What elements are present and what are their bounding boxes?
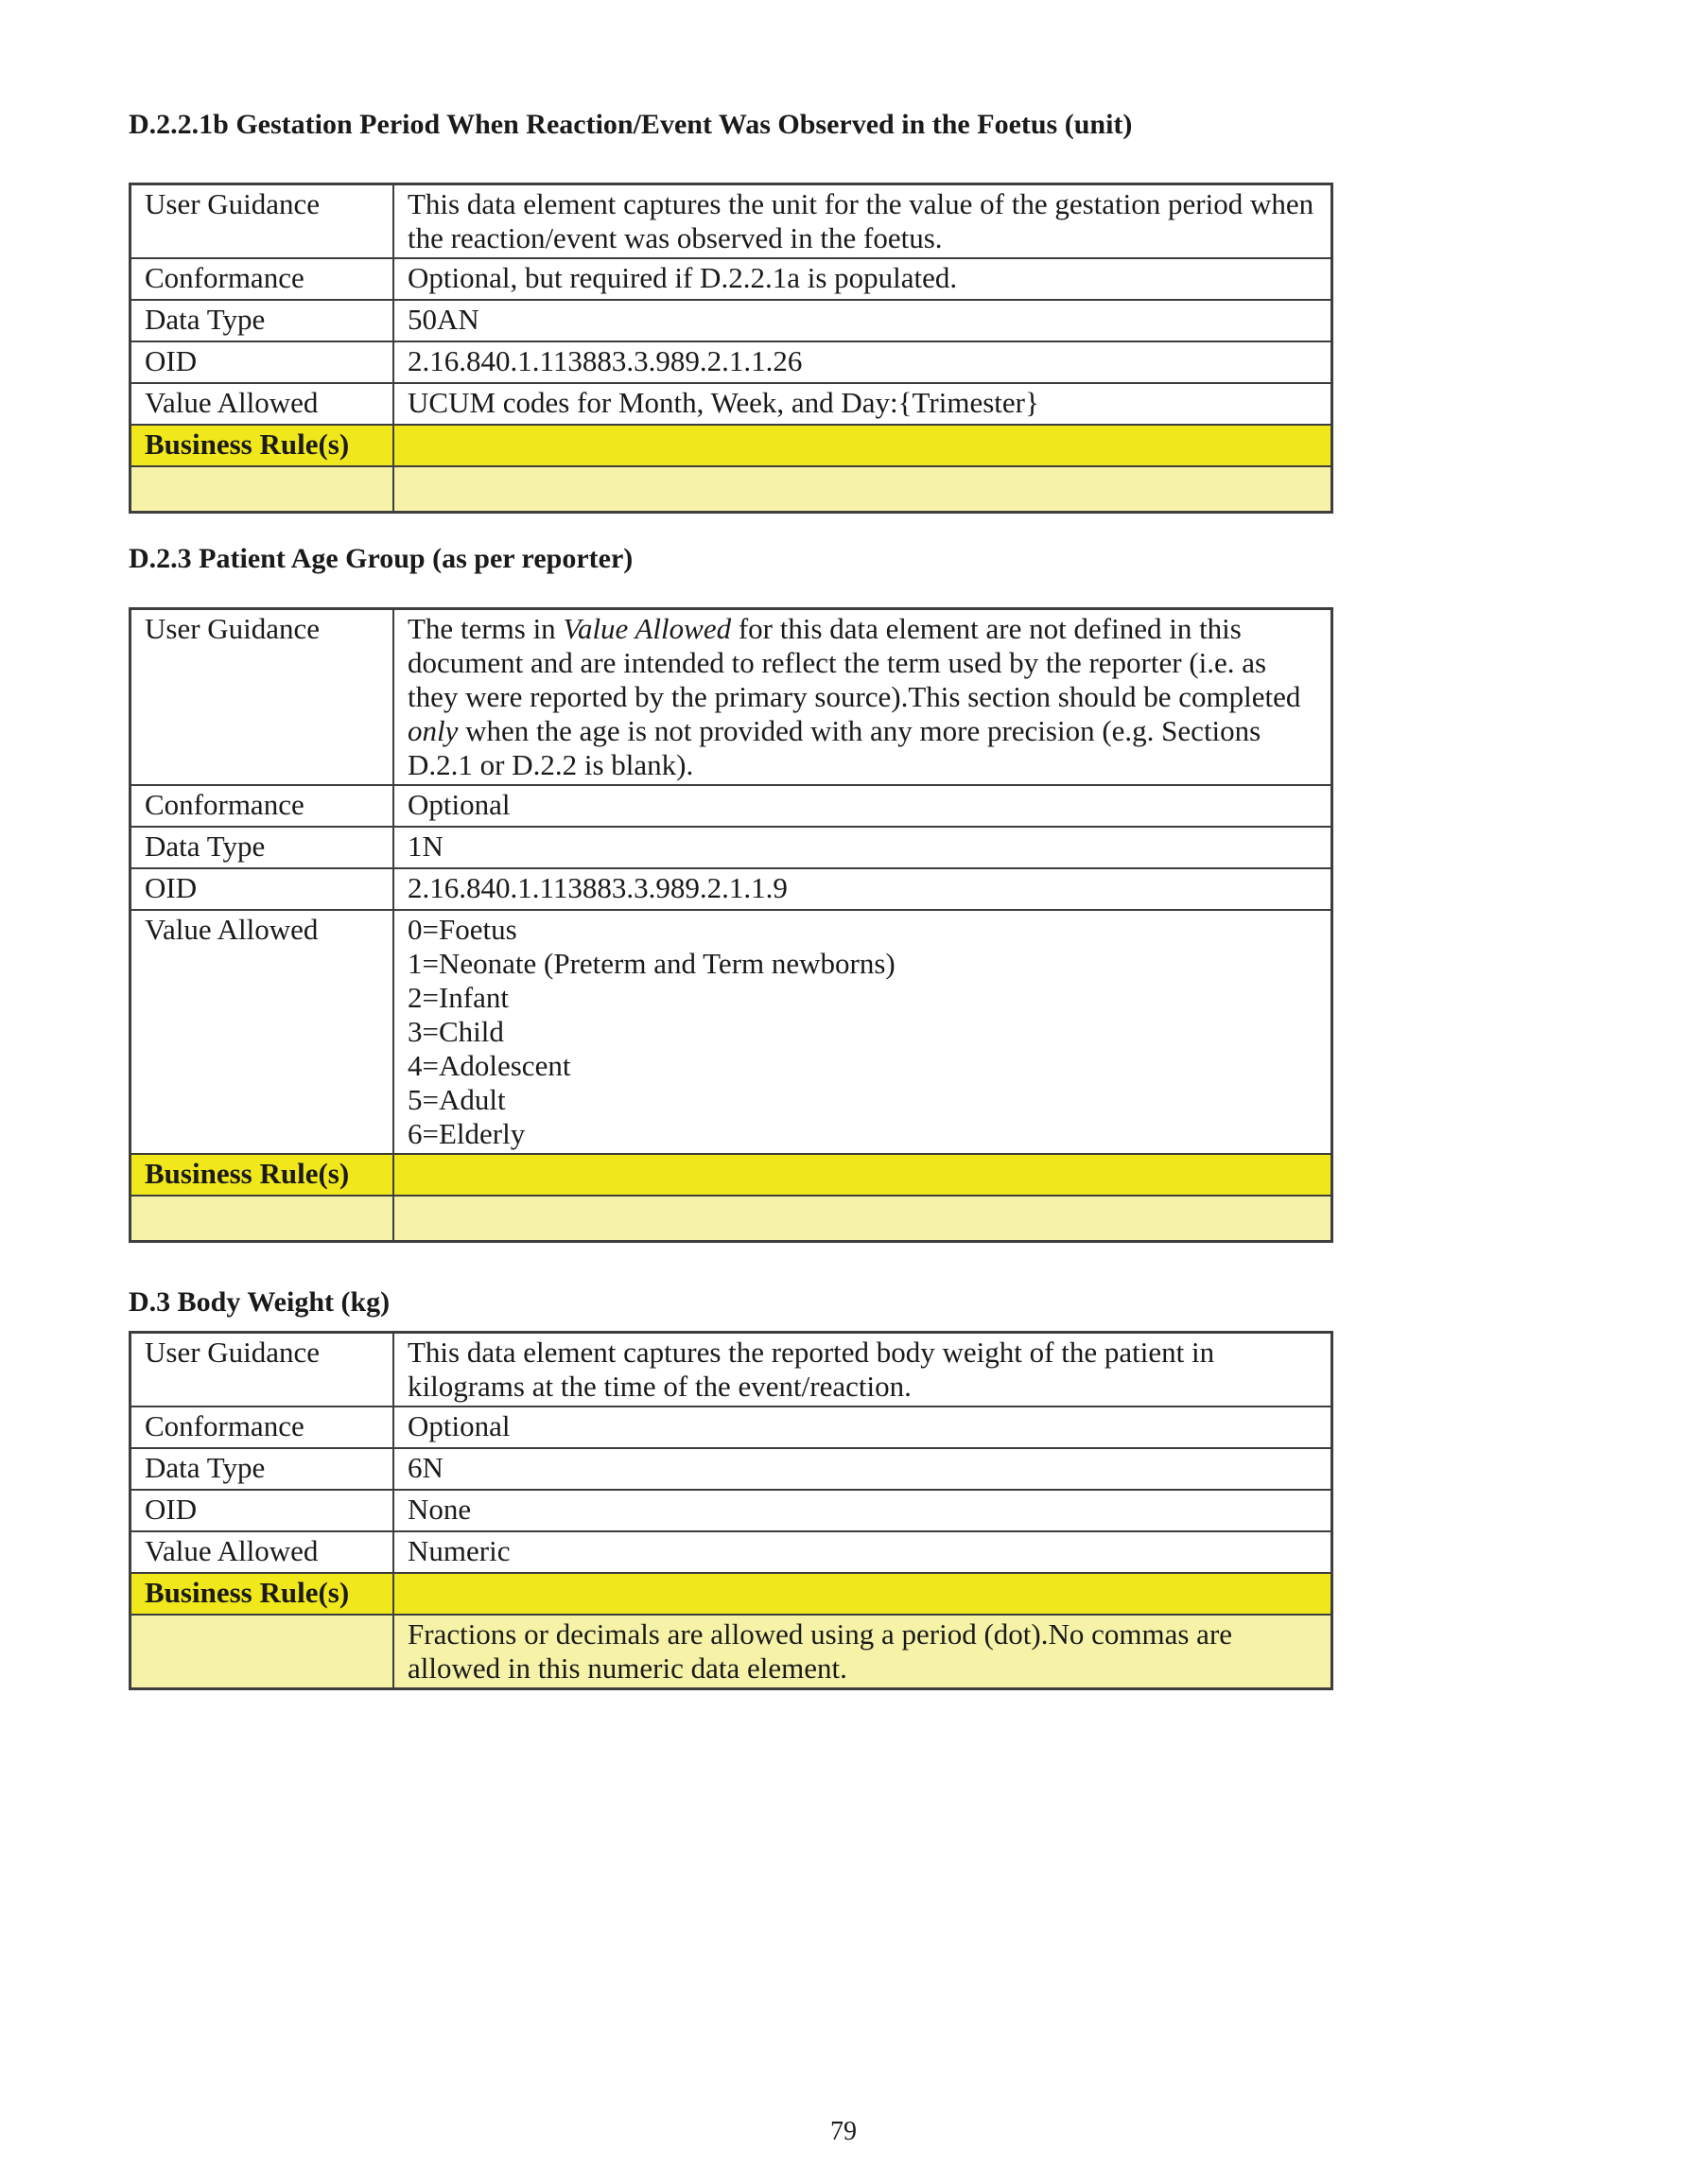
table-row-user-guidance xyxy=(130,184,1332,259)
row-label: User Guidance xyxy=(130,609,394,786)
page-number: 79 xyxy=(830,2117,857,2146)
text-segment-italic: only xyxy=(408,714,459,747)
row-label: Data Type xyxy=(130,300,394,341)
table-row-data-type xyxy=(130,827,1332,868)
row-label xyxy=(130,466,394,513)
value-allowed-line: 0=Foetus xyxy=(408,913,517,946)
text-segment-italic: Value Allowed xyxy=(563,612,732,645)
text-segment: when the age is not provided with any more precision (e.g. Sections D.2.1 or D.2.2 is blank). xyxy=(408,714,1261,781)
row-label: OID xyxy=(130,1490,394,1531)
table-row-business-rules xyxy=(130,425,1332,466)
table-row-value-allowed xyxy=(130,1531,1332,1573)
table-row-business-rules xyxy=(130,1573,1332,1615)
value-allowed-line: 2=Infant xyxy=(408,981,510,1014)
row-value: 2.16.840.1.113883.3.989.2.1.1.9 xyxy=(393,868,1332,910)
row-label: User Guidance xyxy=(130,1333,394,1407)
row-value xyxy=(393,910,1332,1154)
row-value: Optional xyxy=(393,785,1332,827)
value-allowed-line: 3=Child xyxy=(408,1015,504,1048)
table-row-oid xyxy=(130,1490,1332,1531)
table-row-value-allowed xyxy=(130,383,1332,425)
section-heading-d-3: D.3 Body Weight (kg) xyxy=(129,1286,391,1318)
row-label: Data Type xyxy=(130,1448,394,1490)
row-value: 2.16.840.1.113883.3.989.2.1.1.26 xyxy=(393,341,1332,383)
table-row-business-rules xyxy=(130,1154,1332,1196)
section-heading-d-2-2-1b: D.2.2.1b Gestation Period When Reaction/Event Was Observed in the Foetus (unit) xyxy=(129,109,1133,140)
table-row-oid xyxy=(130,868,1332,910)
value-allowed-line: 4=Adolescent xyxy=(408,1049,571,1082)
row-value: This data element captures the unit for the value of the gestation period when the reaction/event was observed in the foetus. xyxy=(393,184,1332,259)
value-allowed-line: 6=Elderly xyxy=(408,1117,526,1150)
table-row-conformance xyxy=(130,1406,1332,1448)
row-label: User Guidance xyxy=(130,184,394,259)
text-segment: for this data element are not defined in this document and are intended to reflect the term used by the reporter (i.e. as they were reported by the primary source).This section should be completed xyxy=(408,612,1301,713)
spec-table-d-3 xyxy=(129,1331,1333,1690)
row-value: 1N xyxy=(393,827,1332,868)
row-label: Business Rule(s) xyxy=(130,1573,394,1615)
row-value xyxy=(393,466,1332,513)
row-label: Conformance xyxy=(130,258,394,300)
row-label xyxy=(130,1196,394,1242)
row-value: None xyxy=(393,1490,1332,1531)
row-value: 6N xyxy=(393,1448,1332,1490)
row-value xyxy=(393,1154,1332,1196)
row-value: 50AN xyxy=(393,300,1332,341)
row-label: Value Allowed xyxy=(130,1531,394,1573)
table-row-conformance xyxy=(130,785,1332,827)
table-row-business-rules-note xyxy=(130,466,1332,513)
value-allowed-line: 5=Adult xyxy=(408,1083,506,1116)
row-value: This data element captures the reported body weight of the patient in kilograms at the time of the event/reaction. xyxy=(393,1333,1332,1407)
table-row-user-guidance xyxy=(130,609,1332,786)
table-row-data-type xyxy=(130,1448,1332,1490)
table-row-business-rules-note xyxy=(130,1615,1332,1689)
table-row-data-type xyxy=(130,300,1332,341)
row-value: Optional, but required if D.2.2.1a is populated. xyxy=(393,258,1332,300)
row-label: OID xyxy=(130,341,394,383)
row-label: Conformance xyxy=(130,1406,394,1448)
section-heading-d-2-3: D.2.3 Patient Age Group (as per reporter) xyxy=(129,543,634,574)
row-label: Business Rule(s) xyxy=(130,425,394,466)
value-allowed-line: 1=Neonate (Preterm and Term newborns) xyxy=(408,947,896,980)
row-label: Business Rule(s) xyxy=(130,1154,394,1196)
spec-table-d-2-3 xyxy=(129,607,1333,1243)
row-value xyxy=(393,1196,1332,1242)
table-row-oid xyxy=(130,341,1332,383)
table-row-conformance xyxy=(130,258,1332,300)
row-label xyxy=(130,1615,394,1689)
row-label: Value Allowed xyxy=(130,383,394,425)
table-row-business-rules-note xyxy=(130,1196,1332,1242)
row-label: Value Allowed xyxy=(130,910,394,1154)
row-value: UCUM codes for Month, Week, and Day:{Trimester} xyxy=(393,383,1332,425)
row-value xyxy=(393,609,1332,786)
row-value: Optional xyxy=(393,1406,1332,1448)
row-label: Data Type xyxy=(130,827,394,868)
row-value: Numeric xyxy=(393,1531,1332,1573)
table-row-user-guidance xyxy=(130,1333,1332,1407)
row-label: Conformance xyxy=(130,785,394,827)
spec-table-d-2-2-1b xyxy=(129,183,1333,514)
row-value xyxy=(393,1573,1332,1615)
row-label: OID xyxy=(130,868,394,910)
row-value: Fractions or decimals are allowed using a period (dot).No commas are allowed in this numeric data element. xyxy=(393,1615,1332,1689)
text-segment: The terms in xyxy=(408,612,564,645)
table-row-value-allowed xyxy=(130,910,1332,1154)
row-value xyxy=(393,425,1332,466)
